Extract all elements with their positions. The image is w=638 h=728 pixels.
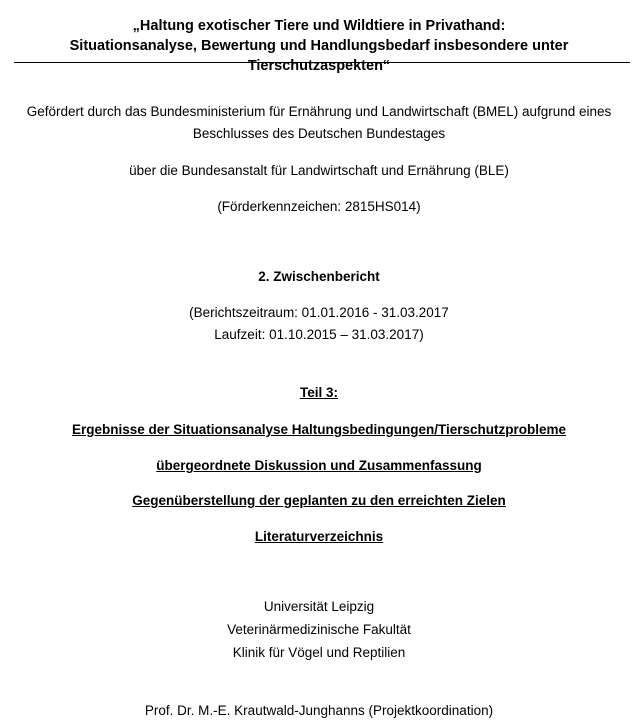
institution-clinic: Klinik für Vögel und Reptilien	[232, 645, 406, 660]
header-title-line-1: „Haltung exotischer Tiere und Wildtiere in Privathand:	[132, 18, 506, 34]
part-item-discussion: übergeordnete Diskussion und Zusammenfassung	[156, 458, 482, 473]
document-header	[0, 16, 638, 76]
header-title-line-2: Situationsanalyse, Bewertung und Handlungsbedarf insbesondere unter Tierschutzaspekten“	[69, 38, 569, 74]
funding-line-3: über die Bundesanstalt für Landwirtschaft und Ernährung (BLE)	[129, 163, 509, 178]
header-divider	[14, 62, 630, 63]
funding-line-1: Gefördert durch das Bundesministerium für Ernährung und Landwirtschaft (BMEL) aufgrund eines	[26, 104, 612, 119]
report-title: 2. Zwischenbericht	[258, 269, 380, 284]
report-duration: Laufzeit: 01.10.2015 – 31.03.2017)	[214, 327, 424, 342]
report-period: (Berichtszeitraum: 01.01.2016 - 31.03.2017	[189, 305, 449, 320]
project-coordinator: Prof. Dr. M.-E. Krautwald-Junghanns (Projektkoordination)	[144, 703, 494, 718]
grant-number: (Förderkennzeichen: 2815HS014)	[217, 199, 421, 214]
part-label: Teil 3:	[299, 385, 338, 400]
institution-university: Universität Leipzig	[263, 599, 375, 614]
funding-line-2: Beschlusses des Deutschen Bundestages	[192, 126, 446, 141]
institution-faculty: Veterinärmedizinische Fakultät	[227, 622, 411, 637]
part-item-results: Ergebnisse der Situationsanalyse Haltungsbedingungen/Tierschutzprobleme	[71, 422, 567, 437]
part-item-goals: Gegenüberstellung der geplanten zu den erreichten Zielen	[132, 493, 506, 508]
part-item-references: Literaturverzeichnis	[254, 529, 384, 544]
